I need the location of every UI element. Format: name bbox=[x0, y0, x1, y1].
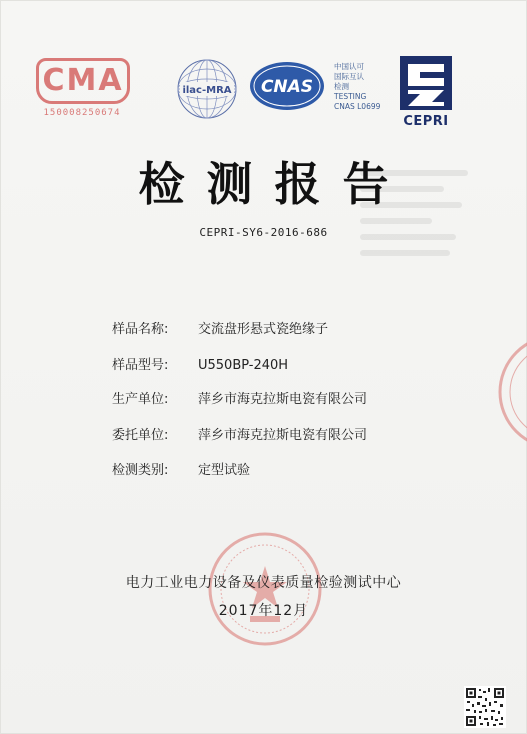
side-seal-icon bbox=[496, 332, 527, 452]
cma-number: 150008250674 bbox=[43, 108, 121, 118]
issuer-name: 电力工业电力设备及仪表质量检验测试中心 bbox=[125, 575, 402, 591]
field-manufacturer bbox=[112, 388, 367, 408]
cnas-line: TESTING bbox=[334, 92, 367, 101]
field-label: 样品型号: bbox=[112, 358, 169, 373]
field-value: 萍乡市海克拉斯电瓷有限公司 bbox=[198, 428, 368, 443]
cnas-mark: CNAS bbox=[260, 77, 314, 97]
cma-logo bbox=[36, 58, 132, 116]
cnas-logo bbox=[248, 60, 326, 112]
field-label: 委托单位: bbox=[112, 428, 169, 443]
field-value: 定型试验 bbox=[198, 463, 251, 478]
field-label: 样品名称: bbox=[112, 322, 169, 337]
issue-date: 2017年12月 bbox=[218, 603, 309, 619]
cnas-line: 中国认可 bbox=[334, 62, 364, 71]
cepri-logo bbox=[394, 56, 458, 132]
ilac-text: ilac-MRA bbox=[182, 85, 232, 96]
cnas-line: 国际互认 bbox=[334, 72, 364, 81]
qr-code-icon bbox=[464, 686, 506, 728]
field-label: 检测类别: bbox=[112, 463, 169, 478]
cepri-label: CEPRI bbox=[403, 114, 449, 129]
cnas-line: CNAS L0699 bbox=[334, 102, 381, 111]
report-number: CEPRI-SY6-2016-686 bbox=[199, 226, 328, 239]
field-value: U550BP-240H bbox=[198, 358, 289, 373]
report-title: 检测报告 bbox=[138, 157, 411, 211]
cma-mark: CMA bbox=[36, 58, 130, 104]
field-test-category bbox=[112, 459, 250, 479]
cepri-emblem-icon bbox=[394, 56, 458, 112]
field-value: 萍乡市海克拉斯电瓷有限公司 bbox=[198, 392, 368, 407]
field-value: 交流盘形悬式瓷绝缘子 bbox=[198, 322, 329, 337]
field-client bbox=[112, 424, 367, 444]
ilac-mra-logo bbox=[176, 58, 238, 120]
cnas-line: 检测 bbox=[334, 82, 349, 91]
field-label: 生产单位: bbox=[112, 392, 169, 407]
field-sample-model bbox=[112, 354, 288, 374]
field-sample-name bbox=[112, 318, 328, 338]
